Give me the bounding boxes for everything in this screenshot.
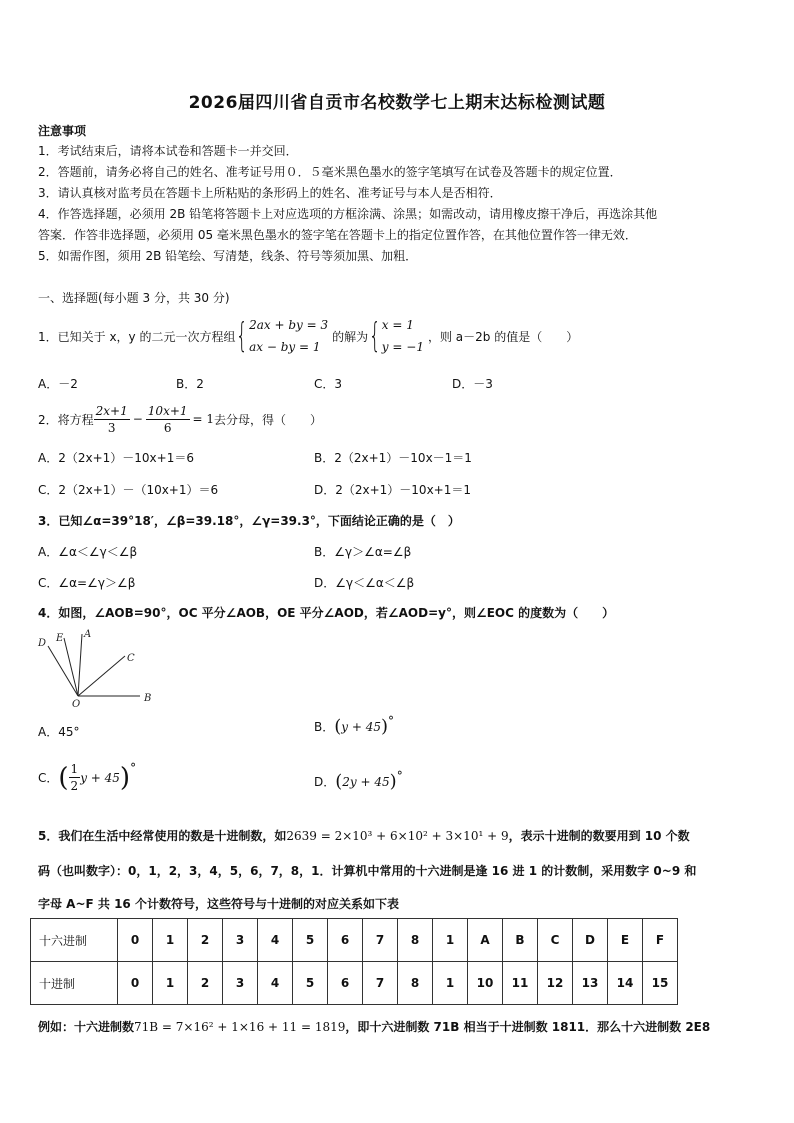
degree-symbol: ° [396,768,403,783]
left-brace-icon: { [236,316,249,356]
q1-option-b: B．2 [176,377,204,391]
table-cell: 11 [503,962,538,1005]
label-b: B [144,693,152,704]
table-cell: E [608,919,643,962]
table-cell: 12 [538,962,573,1005]
table-cell: 1 [433,919,468,962]
paren-open: ( [334,716,342,737]
q4-optc-fraction [69,762,81,793]
q3-option-a: A．∠α＜∠γ＜∠β [38,545,138,559]
section-heading: 一、选择题(每小题 3 分，共 30 分) [38,291,230,305]
q1-mid: 的解为 [332,329,369,344]
table-cell: 8 [398,919,433,962]
table-cell: 6 [328,962,363,1005]
question-4: 4．如图，∠AOB=90°，OC 平分∠AOB，OE 平分∠AOD，若∠AOD=y°，则∠EOC 的度数为（ ） [38,606,615,620]
q1-system [249,314,328,358]
q2-f1-den: 3 [107,420,116,435]
table-cell: 3 [223,919,258,962]
ray-oe [64,638,78,696]
table-cell: B [503,919,538,962]
notice-heading: 注意事项 [38,124,87,138]
label-e: E [56,633,64,644]
q1-option-d: D．－3 [452,377,493,391]
table-cell: 1 [153,919,188,962]
ray-od [48,646,78,696]
q4-optc-expr: y + 45 [80,770,120,785]
table-cell: 13 [573,962,608,1005]
q2-f1-num: 2x+1 [95,403,128,418]
notice-item: 3．请认真核对监考员在答题卡上所粘贴的条形码上的姓名、准考证号与本人是否相符． [38,186,502,200]
table-cell: 5 [293,962,328,1005]
q5-example-a: 例如：十六进制数 [38,1020,135,1034]
notice-item: 5．如需作图，须用 2B 铅笔绘、写清楚，线条、符号等须加黑、加粗． [38,249,418,263]
table-cell: 6 [328,919,363,962]
q2-fraction-1 [94,404,130,435]
q5-line1-b: ，表示十进制的数要用到 10 个数 [508,829,690,843]
q2-suffix: 去分母，得（ ） [214,412,323,427]
table-cell: 14 [608,962,643,1005]
label-a: A [84,629,92,640]
table-row-head: 十六进制 [31,919,118,962]
paren-close: ) [381,716,389,737]
left-brace-icon: { [369,316,381,356]
table-cell: A [468,919,503,962]
q1-suffix: ，则 a－2b 的值是（ ） [427,329,579,344]
q4-optd-expr: 2y + 45 [342,774,390,789]
q4-option-a: A．45° [38,725,80,739]
table-cell: 8 [398,962,433,1005]
table-cell: 15 [643,962,678,1005]
degree-symbol: ° [388,713,395,728]
table-cell: 4 [258,962,293,1005]
notice-item: 4．作答选择题，必须用 2B 铅笔将答题卡上对应选项的方框涂满、涂黑；如需改动，请用橡皮擦干净后，再选涂其他 [38,207,658,221]
table-cell: 2 [188,919,223,962]
q2-equals: = 1 [192,412,215,426]
q4-option-d-label: D． [314,775,336,789]
q1-prefix: 1．已知关于 x，y 的二元一次方程组 [38,329,236,344]
question-1 [38,312,578,360]
q1-option-c: C．3 [314,377,343,391]
question-5-line-1 [38,827,690,844]
q1-option-a: A．－2 [38,377,78,391]
q2-option-a: A．2（2x+1）－10x+1＝6 [38,451,194,465]
notice-item: 1．考试结束后，请将本试卷和答题卡一并交回． [38,144,298,158]
question-2 [38,400,322,438]
question-5-line-3: 字母 A~F 共 16 个计数符号，这些符号与十进制的对应关系如下表 [38,897,399,911]
table-cell: 0 [118,919,153,962]
q2-prefix: 2．将方程 [38,412,94,427]
ray-oa [78,634,82,696]
q2-f2-num: 10x+1 [147,403,188,418]
q4-option-d [314,768,403,792]
table-row-head: 十进制 [31,962,118,1005]
angle-figure [30,626,160,711]
q1-sol2: y = −1 [381,340,424,354]
q4-optc-den: 2 [70,779,79,793]
table-cell: 2 [188,962,223,1005]
q1-solution [382,314,424,358]
question-5-line-2: 码（也叫数字）：0，1，2，3，4，5，6，7，8，1．计算机中常用的十六进制是逢 16 进 1 的计数制，采用数字 0~9 和 [38,864,697,878]
question-5-example [38,1018,710,1035]
notice-item: 2．答题前，请务必将自己的姓名、准考证号用０．５毫米黑色墨水的签字笔填写在试卷及答题卡的规定位置． [38,165,622,179]
paren-close: ) [119,762,131,793]
q2-fraction-2 [146,404,190,435]
q5-line1-a: 5．我们在生活中经常使用的数是十进制数，如 [38,829,287,843]
table-cell: 7 [363,919,398,962]
q4-optb-expr: y + 45 [341,719,381,734]
q2-option-d: D．2（2x+1）－10x+1＝1 [314,483,471,497]
table-cell: F [643,919,678,962]
q3-option-d: D．∠γ＜∠α＜∠β [314,576,415,590]
q4-option-c-label: C． [38,771,59,785]
paren-open: ( [335,771,343,792]
q4-option-c [38,762,136,793]
table-cell: 4 [258,919,293,962]
q1-sol1: x = 1 [381,318,414,332]
q4-optc-num: 1 [70,762,79,776]
degree-symbol: ° [130,760,137,775]
q2-option-b: B．2（2x+1）－10x－1＝1 [314,451,472,465]
table-row [31,919,678,962]
table-cell: 0 [118,962,153,1005]
q1-eq1: 2ax + by = 3 [249,318,329,332]
table-cell: 7 [363,962,398,1005]
q3-option-c: C．∠α=∠γ＞∠β [38,576,136,590]
paren-close: ) [389,771,397,792]
paren-open: ( [58,762,69,793]
q5-line1-math: 2639 = 2×10³ + 6×10² + 3×10¹ + 9 [286,829,509,843]
q2-f2-den: 6 [163,420,172,435]
q5-example-math: 71B = 7×16² + 1×16 + 11 = 1819 [134,1020,346,1034]
label-c: C [127,653,135,664]
table-cell: 3 [223,962,258,1005]
q4-option-b [314,713,395,737]
table-cell: C [538,919,573,962]
table-cell: 1 [433,962,468,1005]
ray-oc [78,656,125,696]
notice-item: 答案．作答非选择题，必须用 05 毫米黑色墨水的签字笔在答题卡上的指定位置作答，在其他位置作答一律无效． [38,228,637,242]
label-d: D [38,638,47,649]
q5-example-b: ，即十六进制数 71B 相当于十进制数 1811．那么十六进制数 2E8 [345,1020,711,1034]
table-cell: 10 [468,962,503,1005]
q4-option-b-label: B． [314,720,335,734]
hex-decimal-table [30,918,678,1005]
table-cell: 5 [293,919,328,962]
q1-eq2: ax − by = 1 [249,340,321,354]
table-row [31,962,678,1005]
label-o: O [72,699,81,710]
page-title: 2026届四川省自贡市名校数学七上期末达标检测试题 [188,93,606,113]
table-cell: 1 [153,962,188,1005]
table-cell: D [573,919,608,962]
question-3: 3．已知∠α=39°18′，∠β=39.18°，∠γ=39.3°，下面结论正确的是（ ） [38,514,460,528]
q2-minus: − [132,412,143,426]
q2-option-c: C．2（2x+1）－（10x+1）＝6 [38,483,219,497]
q3-option-b: B．∠γ＞∠α=∠β [314,545,412,559]
